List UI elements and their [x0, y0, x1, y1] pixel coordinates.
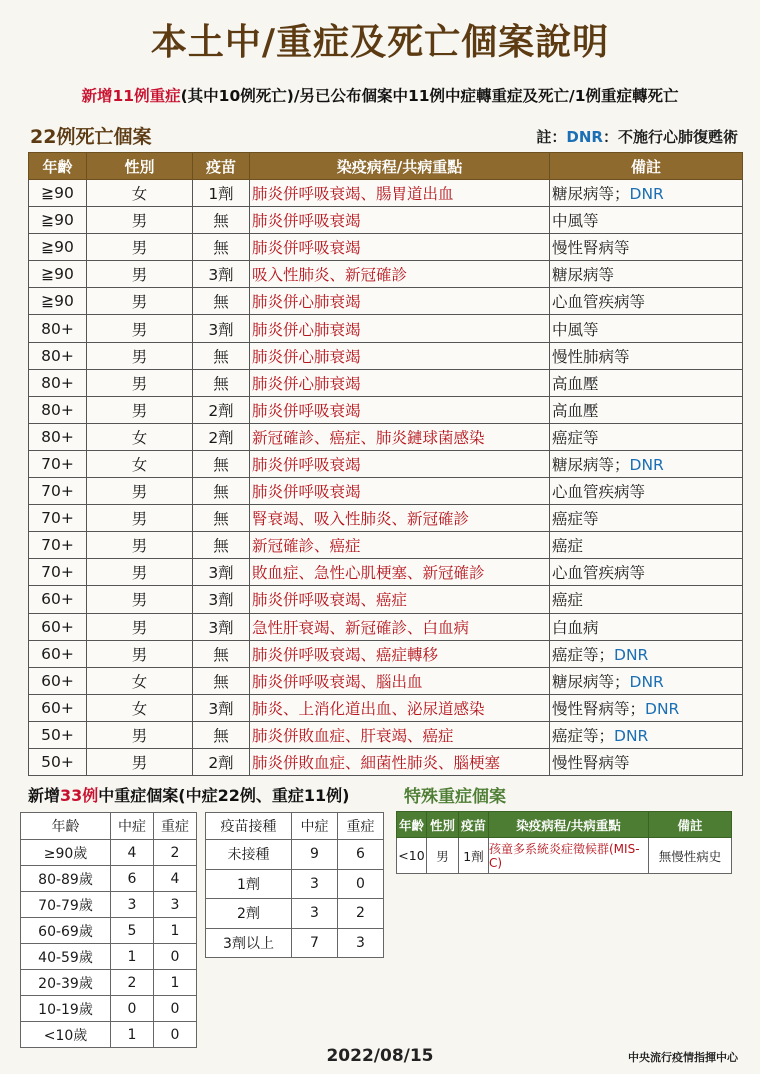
cell-remark: [550, 180, 743, 207]
vaccine-row: [206, 928, 384, 958]
cell-course: 肺炎併心肺衰竭: [250, 288, 550, 315]
cell-sex: 女: [87, 694, 193, 721]
cell-age: 80+: [29, 369, 87, 396]
cell-course: 肺炎併心肺衰竭: [250, 315, 550, 342]
cell-course: 肺炎併呼吸衰竭: [250, 234, 550, 261]
vac-header-vaccine: 疫苗接種: [206, 813, 292, 840]
cell-sex: 男: [87, 586, 193, 613]
dnr-tag: DNR: [629, 455, 664, 474]
death-case-row: [29, 748, 743, 775]
vaccine-row: [206, 899, 384, 929]
death-case-row: [29, 342, 743, 369]
cell-course: 肺炎併呼吸衰竭: [250, 450, 550, 477]
remark-text: 中風等: [552, 212, 599, 231]
cell-course: 吸入性肺炎、新冠確診: [250, 261, 550, 288]
cell-vaccine: 2劑: [193, 748, 250, 775]
remark-text: 糖尿病等；: [552, 185, 630, 204]
death-case-row: [29, 640, 743, 667]
moderate-count: 9: [292, 840, 338, 870]
cell-remark: [550, 478, 743, 505]
vac-header-severe: 重症: [338, 813, 384, 840]
severe-count: 0: [154, 996, 197, 1022]
vaccine-cell: 2劑: [206, 899, 292, 929]
cell-sex: 男: [87, 315, 193, 342]
cell-vaccine: 無: [193, 234, 250, 261]
cell-age: 80+: [29, 315, 87, 342]
page-title: 本土中/重症及死亡個案說明: [150, 22, 610, 63]
remark-text: 癌症等；: [552, 726, 615, 745]
death-case-row: [29, 559, 743, 586]
dnr-tag: DNR: [614, 726, 649, 745]
death-case-row: [29, 207, 743, 234]
cell-course: 肺炎併呼吸衰竭、腦出血: [250, 667, 550, 694]
cell-vaccine: 3劑: [193, 613, 250, 640]
cell-remark: [550, 315, 743, 342]
moderate-severe-title: 新增33例中重症個案(中症22例、重症11例): [28, 786, 350, 805]
death-case-row: [29, 180, 743, 207]
severe-count: 2: [338, 899, 384, 929]
header-remark: 備註: [550, 153, 743, 180]
cell-remark: [550, 288, 743, 315]
death-case-row: [29, 694, 743, 721]
moderate-count: 3: [292, 899, 338, 929]
cell-vaccine: 3劑: [193, 694, 250, 721]
cell-remark: [550, 396, 743, 423]
age-row: [21, 970, 197, 996]
organization-name: 中央流行疫情指揮中心: [628, 1051, 738, 1064]
age-cell: ≥90歲: [21, 840, 111, 866]
vac-table-header-row: [206, 813, 384, 840]
death-case-row: [29, 423, 743, 450]
cell-sex: 女: [87, 667, 193, 694]
death-table-header-row: [29, 153, 743, 180]
death-case-row: [29, 532, 743, 559]
age-cell: 80-89歲: [21, 866, 111, 892]
age-row: [21, 944, 197, 970]
age-cell: 20-39歲: [21, 970, 111, 996]
remark-text: 糖尿病等；: [552, 455, 630, 474]
header-age: 年齡: [29, 153, 87, 180]
moderate-count: 3: [292, 869, 338, 899]
death-case-row: [29, 721, 743, 748]
cell-vaccine: 無: [193, 667, 250, 694]
cell-course: 肺炎併心肺衰竭: [250, 369, 550, 396]
death-case-row: [29, 369, 743, 396]
cell-sex: 男: [87, 640, 193, 667]
death-case-row: [29, 613, 743, 640]
moderate-count: 2: [111, 970, 154, 996]
age-header-moderate: 中症: [111, 813, 154, 840]
severe-count: 4: [154, 866, 197, 892]
cell-remark: [550, 369, 743, 396]
age-row: [21, 1022, 197, 1048]
cell-sex: 女: [87, 423, 193, 450]
cell-course: 敗血症、急性心肌梗塞、新冠確診: [250, 559, 550, 586]
dnr-tag: DNR: [629, 185, 664, 204]
moderate-count: 1: [111, 1022, 154, 1048]
vaccine-cell: 未接種: [206, 840, 292, 870]
cell-remark: [550, 234, 743, 261]
special-header-course: 染疫病程/共病重點: [489, 812, 649, 838]
cell-age: ≧90: [29, 207, 87, 234]
special-case-table: [396, 811, 732, 874]
cell-remark: [550, 505, 743, 532]
cell-vaccine: 無: [193, 288, 250, 315]
dnr-note: 註：DNR：不施行心肺復甦術: [536, 128, 738, 146]
cell-age: 50+: [29, 721, 87, 748]
special-vaccine: 1劑: [459, 838, 489, 874]
cell-age: 80+: [29, 396, 87, 423]
subtitle-highlight: 新增11例重症: [81, 87, 181, 105]
cell-age: 60+: [29, 640, 87, 667]
cell-course: 肺炎併呼吸衰竭: [250, 478, 550, 505]
cell-sex: 男: [87, 559, 193, 586]
severe-count: 0: [154, 944, 197, 970]
page-subtitle: [0, 84, 760, 106]
cell-remark: [550, 342, 743, 369]
cell-remark: [550, 559, 743, 586]
death-case-row: [29, 261, 743, 288]
severe-count: 0: [154, 1022, 197, 1048]
remark-text: 慢性腎病等: [552, 754, 630, 773]
cell-course: 肺炎併呼吸衰竭、腸胃道出血: [250, 180, 550, 207]
death-case-row: [29, 396, 743, 423]
vaccine-row: [206, 869, 384, 899]
cell-vaccine: 無: [193, 640, 250, 667]
cell-remark: [550, 423, 743, 450]
severe-count: 0: [338, 869, 384, 899]
special-case-row: [397, 838, 732, 874]
remark-text: 心血管疾病等: [552, 564, 646, 583]
cell-vaccine: 2劑: [193, 396, 250, 423]
cell-sex: 男: [87, 532, 193, 559]
moderate-count: 7: [292, 928, 338, 958]
cell-sex: 男: [87, 478, 193, 505]
cell-age: 60+: [29, 586, 87, 613]
cell-age: ≧90: [29, 288, 87, 315]
cell-age: ≧90: [29, 180, 87, 207]
age-header-age: 年齡: [21, 813, 111, 840]
age-row: [21, 996, 197, 1022]
age-cell: 40-59歲: [21, 944, 111, 970]
cell-remark: [550, 586, 743, 613]
age-row: [21, 892, 197, 918]
remark-text: 慢性腎病等: [552, 239, 630, 258]
remark-text: 心血管疾病等: [552, 293, 646, 312]
severe-count: 1: [154, 970, 197, 996]
cell-course: 新冠確診、癌症、肺炎鏈球菌感染: [250, 423, 550, 450]
cell-sex: 男: [87, 342, 193, 369]
severe-count: 3: [338, 928, 384, 958]
vaccine-cell: 3劑以上: [206, 928, 292, 958]
special-course: 孩童多系統炎症徵候群(MIS-C): [489, 838, 649, 874]
cell-sex: 男: [87, 613, 193, 640]
death-case-row: [29, 505, 743, 532]
vaccine-cell: 1劑: [206, 869, 292, 899]
special-header-vaccine: 疫苗: [459, 812, 489, 838]
cell-age: 70+: [29, 532, 87, 559]
cell-sex: 男: [87, 721, 193, 748]
cell-age: 70+: [29, 478, 87, 505]
death-case-row: [29, 450, 743, 477]
cell-course: 肺炎併呼吸衰竭、癌症轉移: [250, 640, 550, 667]
remark-text: 慢性肺病等: [552, 347, 630, 366]
cell-course: 腎衰竭、吸入性肺炎、新冠確診: [250, 505, 550, 532]
cell-course: 新冠確診、癌症: [250, 532, 550, 559]
death-case-row: [29, 586, 743, 613]
cell-vaccine: 無: [193, 369, 250, 396]
vaccine-breakdown-table: [205, 812, 384, 958]
cell-vaccine: 2劑: [193, 423, 250, 450]
cell-age: 60+: [29, 667, 87, 694]
cell-age: 60+: [29, 613, 87, 640]
cell-remark: [550, 640, 743, 667]
severe-count: 2: [154, 840, 197, 866]
remark-text: 癌症等: [552, 510, 599, 529]
cell-vaccine: 3劑: [193, 261, 250, 288]
remark-text: 高血壓: [552, 374, 599, 393]
cell-age: 70+: [29, 505, 87, 532]
cell-course: 肺炎、上消化道出血、泌尿道感染: [250, 694, 550, 721]
cell-sex: 男: [87, 505, 193, 532]
vaccine-row: [206, 840, 384, 870]
age-table-header-row: [21, 813, 197, 840]
remark-text: 心血管疾病等: [552, 483, 646, 502]
cell-sex: 女: [87, 450, 193, 477]
severe-count: 6: [338, 840, 384, 870]
death-case-row: [29, 478, 743, 505]
remark-text: 癌症等；: [552, 645, 615, 664]
cell-sex: 男: [87, 288, 193, 315]
special-header-age: 年齡: [397, 812, 427, 838]
cell-remark: [550, 694, 743, 721]
age-row: [21, 866, 197, 892]
vac-header-moderate: 中症: [292, 813, 338, 840]
cell-remark: [550, 450, 743, 477]
cell-age: 70+: [29, 559, 87, 586]
remark-text: 癌症: [552, 591, 584, 610]
moderate-count: 3: [111, 892, 154, 918]
cell-remark: [550, 613, 743, 640]
dnr-tag: DNR: [645, 699, 680, 718]
age-breakdown-table: [20, 812, 197, 1048]
cell-sex: 男: [87, 396, 193, 423]
severe-count: 3: [154, 892, 197, 918]
cell-age: ≧90: [29, 261, 87, 288]
cell-remark: [550, 261, 743, 288]
cell-vaccine: 無: [193, 450, 250, 477]
cell-remark: [550, 721, 743, 748]
cell-age: 70+: [29, 450, 87, 477]
age-header-severe: 重症: [154, 813, 197, 840]
death-case-row: [29, 315, 743, 342]
special-remark: 無慢性病史: [649, 838, 732, 874]
moderate-count: 5: [111, 918, 154, 944]
moderate-count: 6: [111, 866, 154, 892]
report-date: 2022/08/15: [326, 1046, 434, 1066]
cell-vaccine: 無: [193, 532, 250, 559]
death-case-row: [29, 234, 743, 261]
remark-text: 癌症等: [552, 428, 599, 447]
cell-sex: 男: [87, 369, 193, 396]
age-cell: 10-19歲: [21, 996, 111, 1022]
cell-remark: [550, 207, 743, 234]
death-section-title: 22例死亡個案: [30, 126, 152, 148]
cell-age: ≧90: [29, 234, 87, 261]
remark-text: 糖尿病等: [552, 266, 615, 285]
age-cell: <10歲: [21, 1022, 111, 1048]
header-course: 染疫病程/共病重點: [250, 153, 550, 180]
special-header-sex: 性別: [427, 812, 459, 838]
special-table-header-row: [397, 812, 732, 838]
cell-vaccine: 無: [193, 342, 250, 369]
remark-text: 糖尿病等；: [552, 672, 630, 691]
age-row: [21, 918, 197, 944]
cell-course: 急性肝衰竭、新冠確診、白血病: [250, 613, 550, 640]
dnr-tag: DNR: [629, 672, 664, 691]
cell-vaccine: 3劑: [193, 559, 250, 586]
remark-text: 癌症: [552, 537, 584, 556]
cell-age: 80+: [29, 342, 87, 369]
cell-course: 肺炎併呼吸衰竭: [250, 207, 550, 234]
death-case-row: [29, 667, 743, 694]
cell-sex: 男: [87, 234, 193, 261]
cell-age: 80+: [29, 423, 87, 450]
moderate-count: 1: [111, 944, 154, 970]
cell-sex: 男: [87, 261, 193, 288]
cell-vaccine: 無: [193, 505, 250, 532]
cell-vaccine: 無: [193, 478, 250, 505]
header-sex: 性別: [87, 153, 193, 180]
cell-course: 肺炎併敗血症、肝衰竭、癌症: [250, 721, 550, 748]
remark-text: 白血病: [552, 618, 599, 637]
remark-text: 高血壓: [552, 401, 599, 420]
death-cases-table: [28, 152, 743, 776]
cell-vaccine: 3劑: [193, 315, 250, 342]
age-cell: 60-69歲: [21, 918, 111, 944]
cell-vaccine: 無: [193, 721, 250, 748]
cell-sex: 女: [87, 180, 193, 207]
cell-remark: [550, 532, 743, 559]
cell-remark: [550, 667, 743, 694]
cell-vaccine: 3劑: [193, 586, 250, 613]
age-cell: 70-79歲: [21, 892, 111, 918]
cell-course: 肺炎併敗血症、細菌性肺炎、腦梗塞: [250, 748, 550, 775]
cell-sex: 男: [87, 748, 193, 775]
age-row: [21, 840, 197, 866]
cell-sex: 男: [87, 207, 193, 234]
cell-age: 60+: [29, 694, 87, 721]
remark-text: 慢性腎病等；: [552, 699, 646, 718]
dnr-tag: DNR: [614, 645, 649, 664]
cell-course: 肺炎併呼吸衰竭: [250, 396, 550, 423]
subtitle-rest: (其中10例死亡)/另已公布個案中11例中症轉重症及死亡/1例重症轉死亡: [180, 87, 679, 105]
moderate-count: 4: [111, 840, 154, 866]
header-vaccine: 疫苗: [193, 153, 250, 180]
remark-text: 中風等: [552, 320, 599, 339]
cell-vaccine: 1劑: [193, 180, 250, 207]
severe-count: 1: [154, 918, 197, 944]
cell-remark: [550, 748, 743, 775]
moderate-count: 0: [111, 996, 154, 1022]
cell-age: 50+: [29, 748, 87, 775]
cell-vaccine: 無: [193, 207, 250, 234]
cell-course: 肺炎併呼吸衰竭、癌症: [250, 586, 550, 613]
special-sex: 男: [427, 838, 459, 874]
cell-course: 肺炎併心肺衰竭: [250, 342, 550, 369]
special-age: <10: [397, 838, 427, 874]
death-case-row: [29, 288, 743, 315]
special-section-title: 特殊重症個案: [404, 787, 506, 807]
special-header-remark: 備註: [649, 812, 732, 838]
